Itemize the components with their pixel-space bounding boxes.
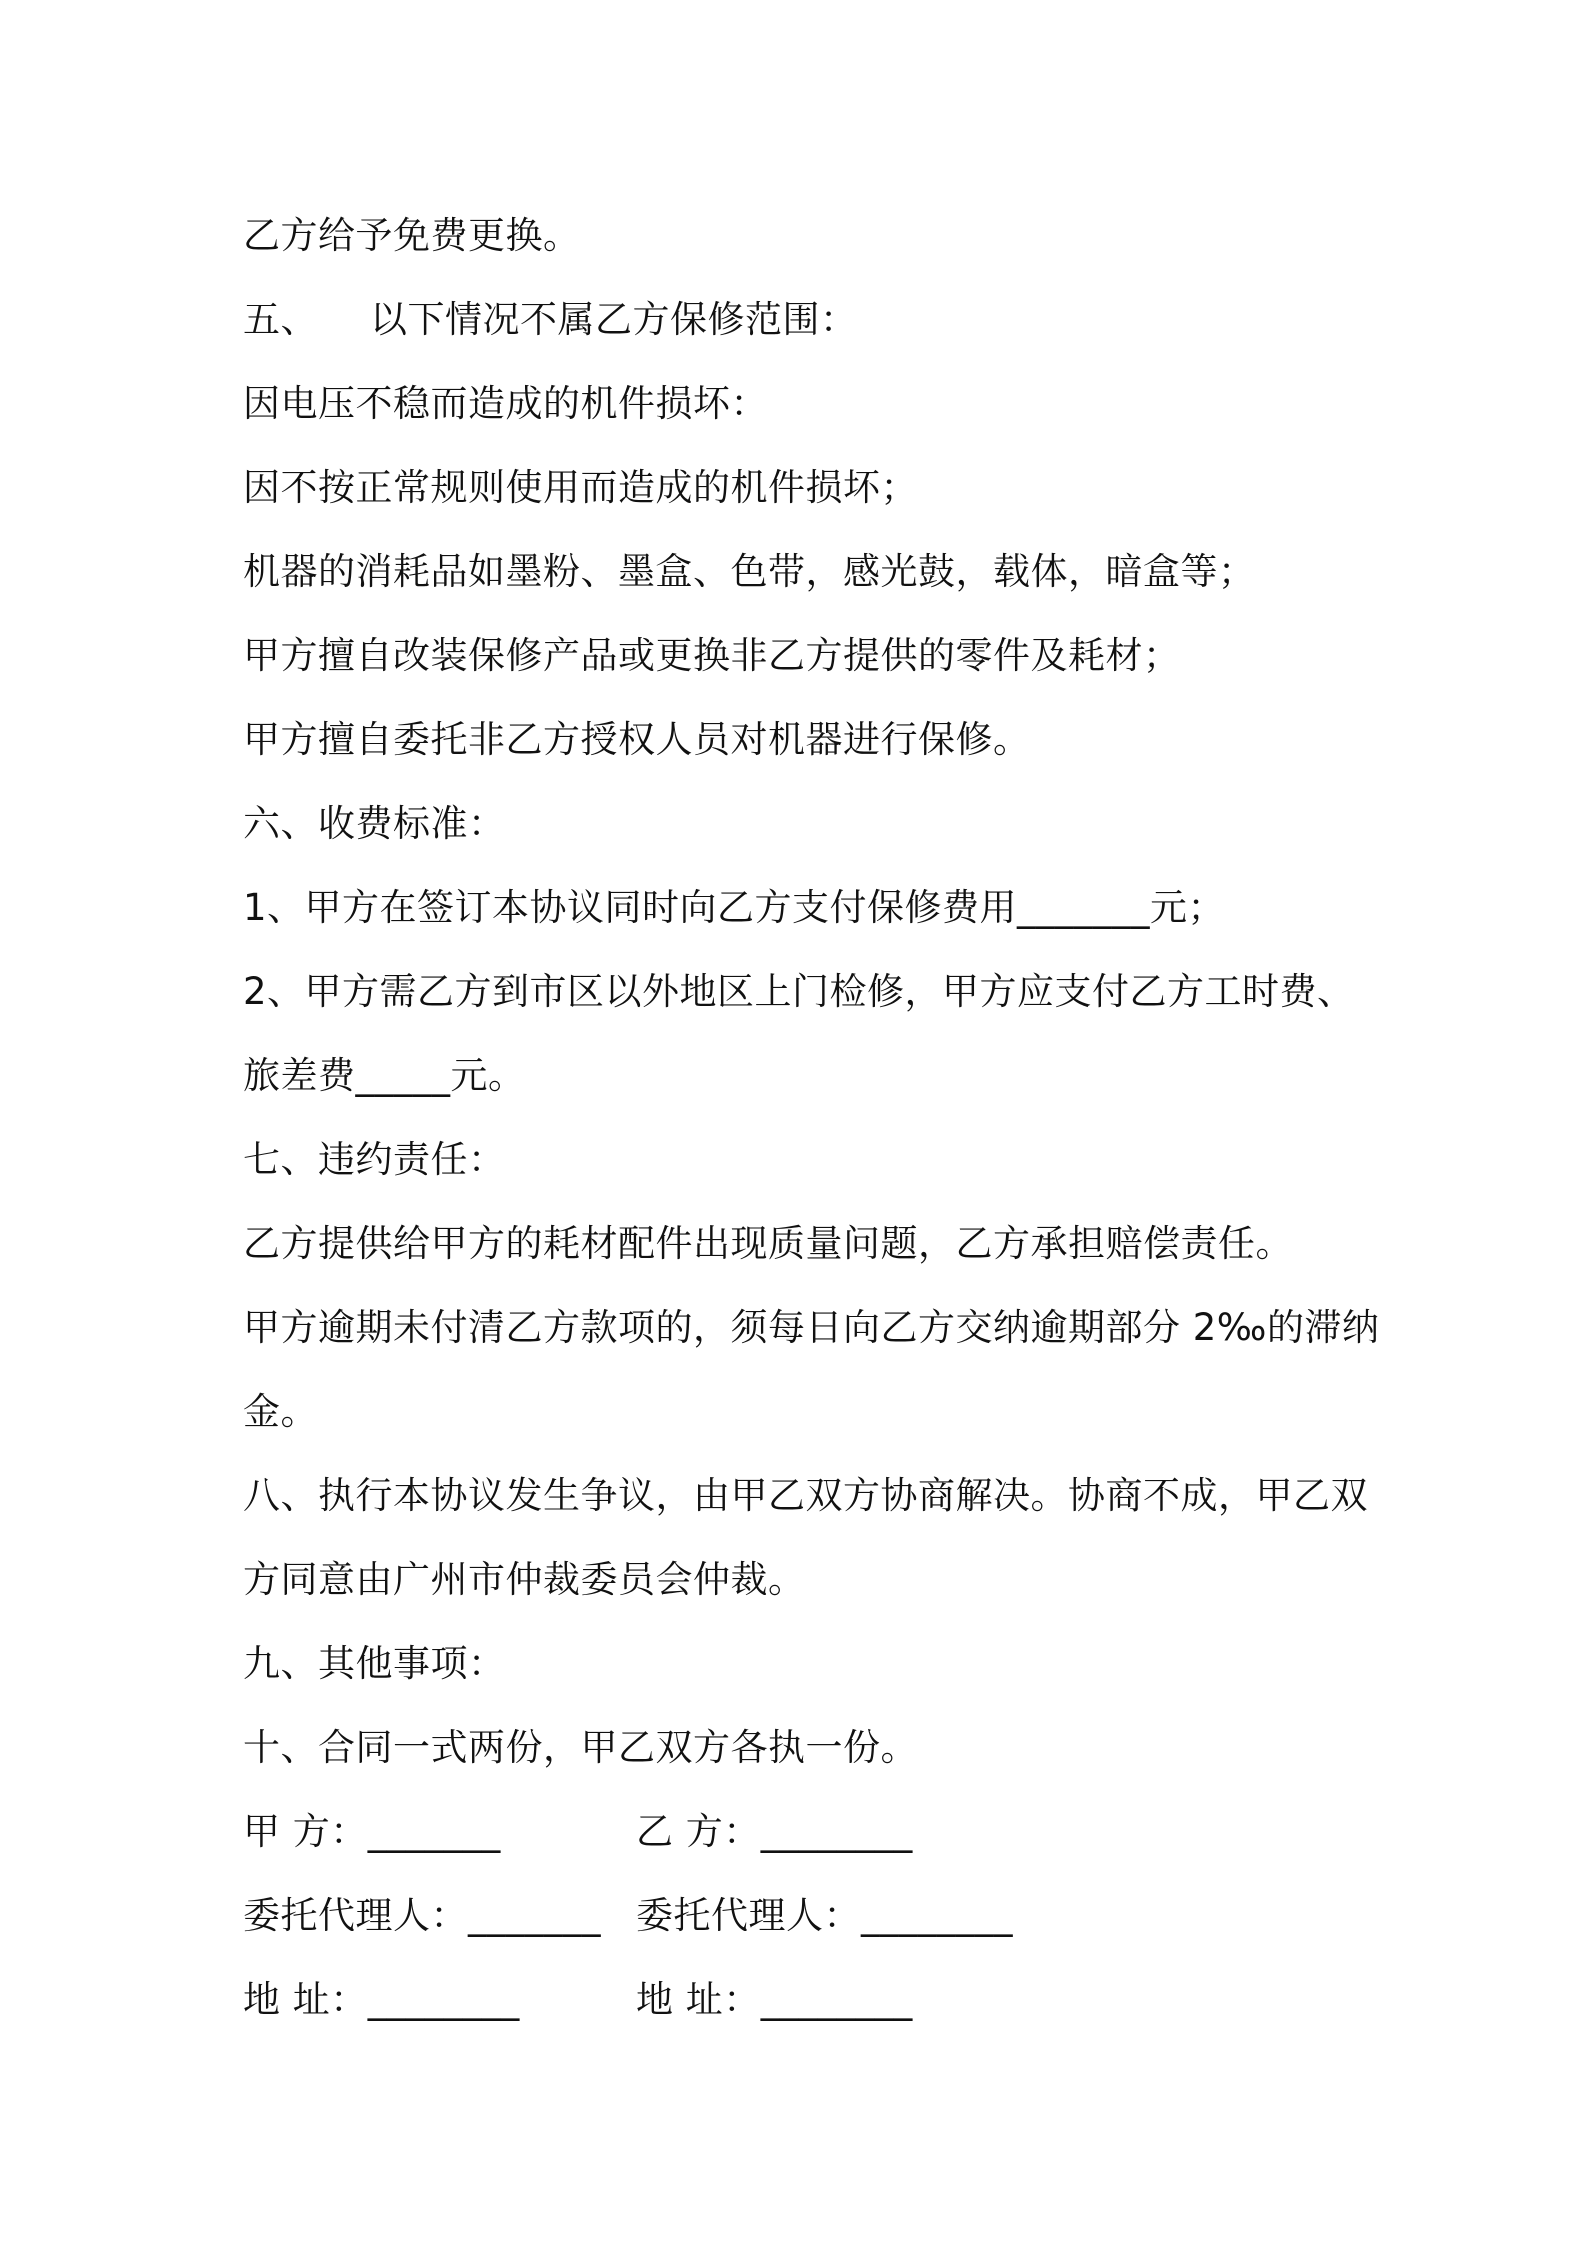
text-line: 因不按正常规则使用而造成的机件损坏； [243, 466, 918, 509]
text-line: 因电压不稳而造成的机件损坏： [243, 382, 768, 425]
party-a-field: 甲 方：_______ [243, 1810, 501, 1853]
section-heading: 六、收费标准： [243, 802, 506, 845]
section-number: 五、 [243, 298, 318, 341]
text-line: 甲方逾期未付清乙方款项的，须每日向乙方交纳逾期部分 2‰的滞纳 [243, 1306, 1380, 1349]
section-heading: 十、合同一式两份，甲乙双方各执一份。 [243, 1726, 918, 1769]
address-b-field: 地 址：________ [636, 1978, 913, 2021]
text-line: 2、甲方需乙方到市区以外地区上门检修，甲方应支付乙方工时费、 [243, 970, 1355, 1013]
address-a-field: 地 址：________ [243, 1978, 520, 2021]
section-heading: 九、其他事项： [243, 1642, 506, 1685]
text-line: 乙方给予免费更换。 [243, 214, 581, 257]
text-line: 机器的消耗品如墨粉、墨盒、色带，感光鼓，载体，暗盒等； [243, 550, 1256, 593]
section-heading: 七、违约责任： [243, 1138, 506, 1181]
text-line: 甲方擅自委托非乙方授权人员对机器进行保修。 [243, 718, 1031, 761]
text-line: 八、执行本协议发生争议，由甲乙双方协商解决。协商不成，甲乙双 [243, 1474, 1368, 1517]
agent-a-field: 委托代理人：_______ [243, 1894, 601, 1937]
text-line: 旅差费_____元。 [243, 1054, 526, 1097]
text-line: 方同意由广州市仲裁委员会仲裁。 [243, 1558, 806, 1601]
agent-b-field: 委托代理人：________ [636, 1894, 1013, 1937]
party-b-field: 乙 方：________ [636, 1810, 913, 1853]
text-line: 乙方提供给甲方的耗材配件出现质量问题，乙方承担赔偿责任。 [243, 1222, 1293, 1265]
section-heading [243, 295, 858, 345]
section-title: 以下情况不属乙方保修范围： [370, 298, 858, 341]
text-line: 甲方擅自改装保修产品或更换非乙方提供的零件及耗材； [243, 634, 1181, 677]
text-line: 金。 [243, 1390, 318, 1433]
text-line: 1、甲方在签订本协议同时向乙方支付保修费用_______元； [243, 886, 1226, 929]
